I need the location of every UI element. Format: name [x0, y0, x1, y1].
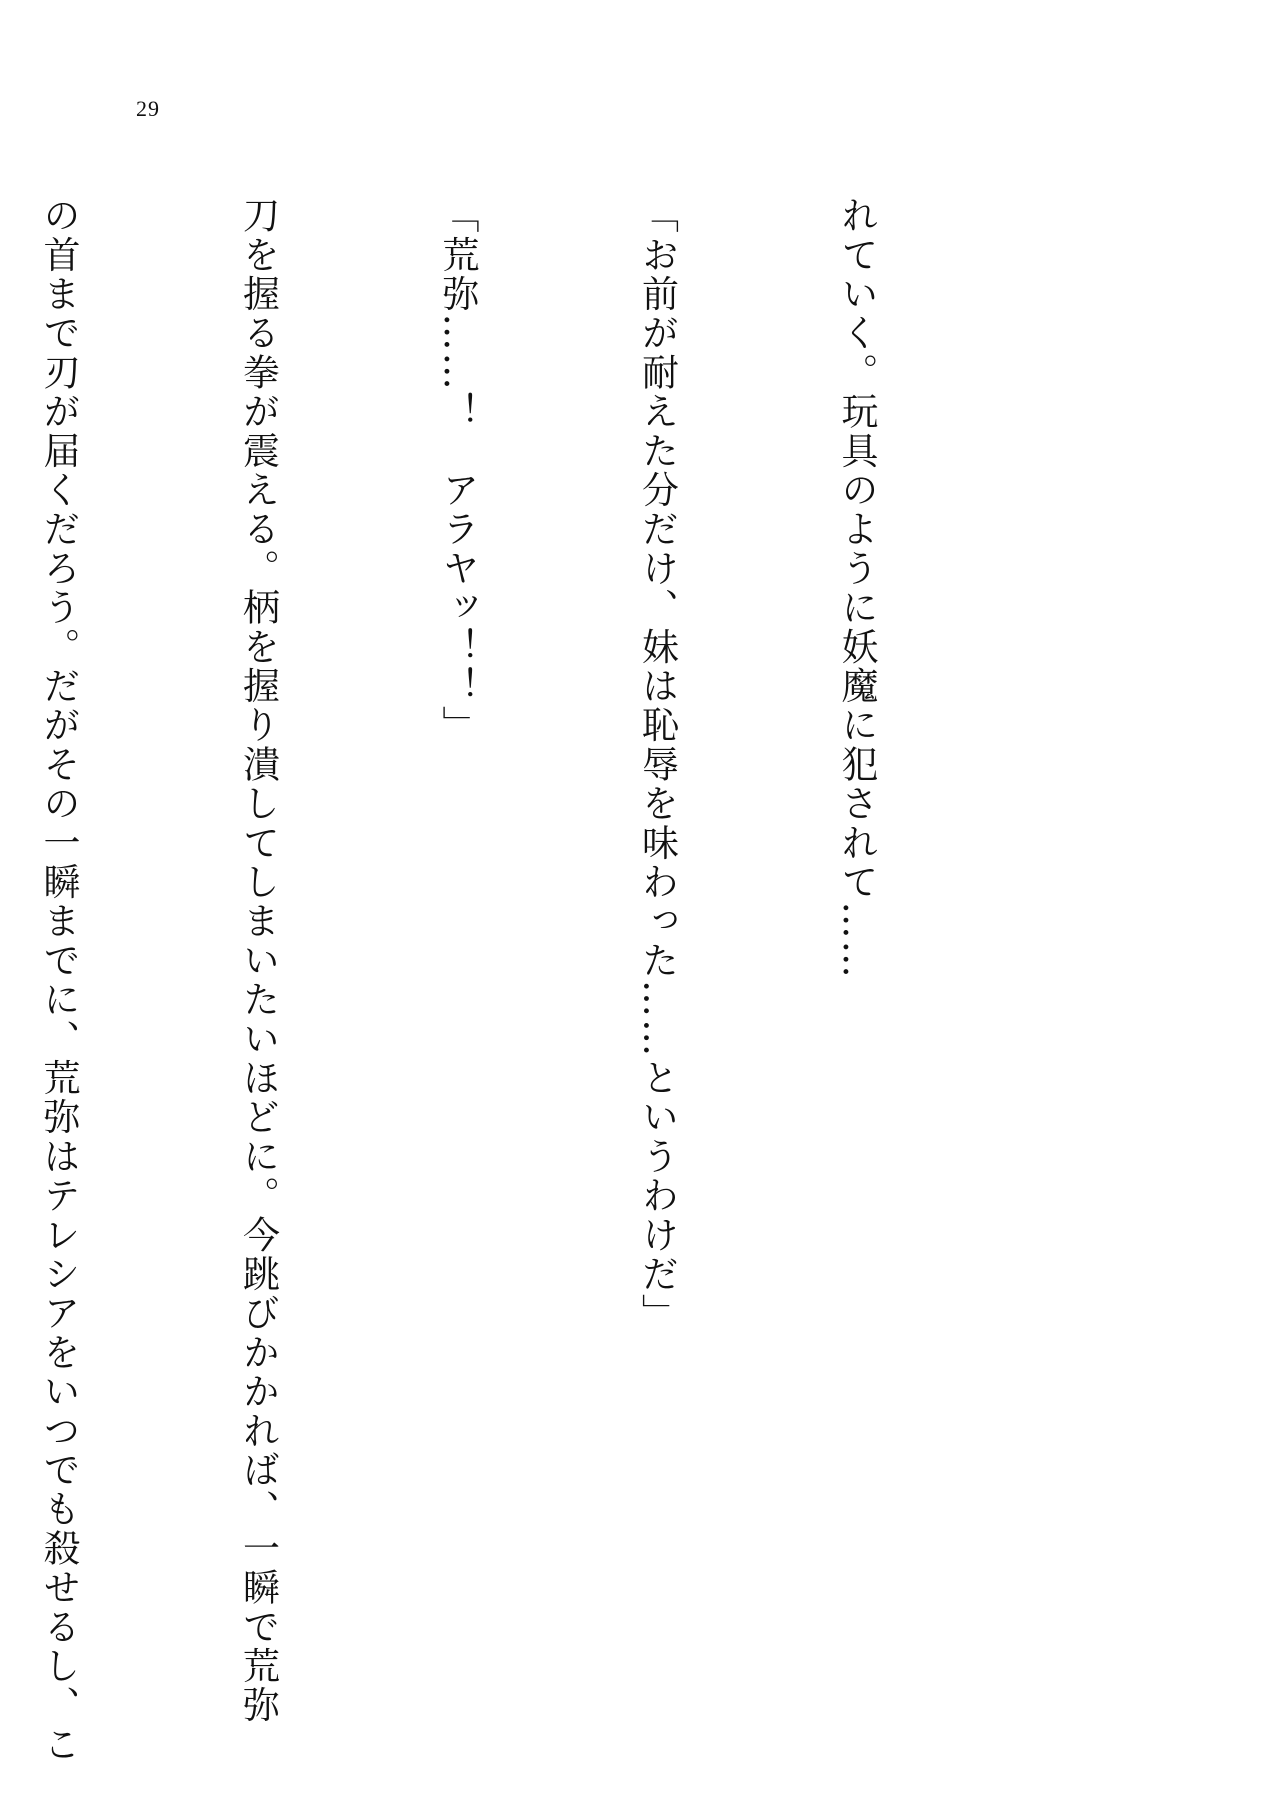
text-line: れていく。玩具のように妖魔に犯されて…… [835, 196, 878, 980]
vertical-text-body [37, 196, 1022, 1764]
text-line: 「荒弥……！ アラヤッ！！」 [436, 196, 479, 745]
text-line: 刀を握る拳が震える。柄を握り潰してしまいたいほどに。今跳びかかれば、一瞬で荒弥 [236, 196, 280, 1725]
text-line: の首まで刃が届くだろう。だがその一瞬までに、荒弥はテレシアをいつでも殺せるし、こ [37, 196, 80, 1764]
page-number: 29 [136, 96, 160, 121]
text-line: 「お前が耐えた分だけ、妹は恥辱を味わった……というわけだ」 [635, 196, 679, 1333]
